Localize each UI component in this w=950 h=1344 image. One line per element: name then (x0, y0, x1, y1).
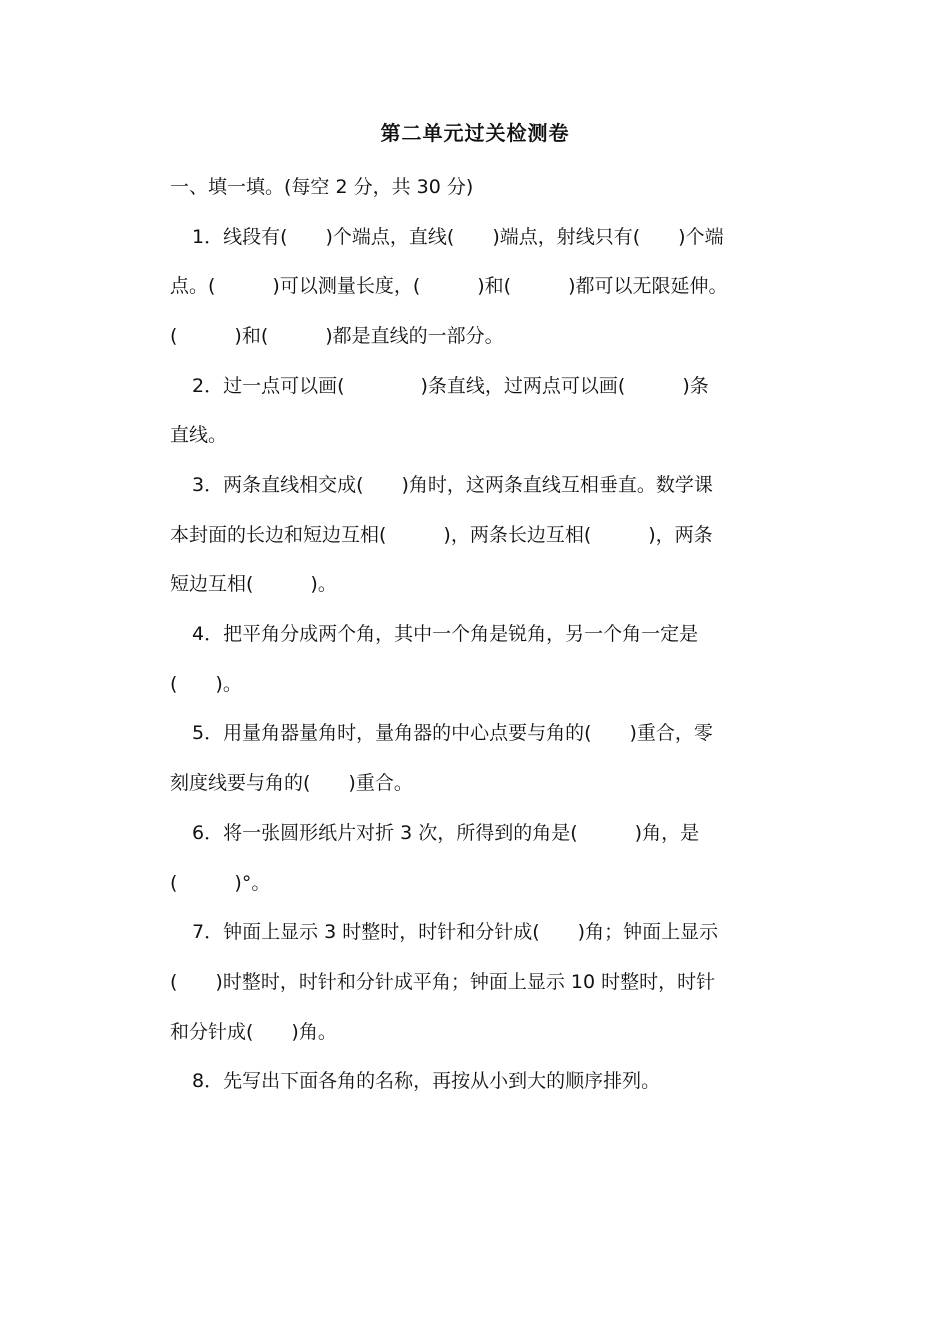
question-2-line-2: 直线。 (170, 424, 228, 446)
question-2-line-1: 2．过一点可以画( )条直线，过两点可以画( )条 (192, 375, 709, 397)
question-6-line-1: 6．将一张圆形纸片对折 3 次，所得到的角是( )角，是 (192, 822, 700, 844)
question-1-line-2: 点。( )可以测量长度，( )和( )都可以无限延伸。 (170, 275, 728, 297)
question-7-line-3: 和分针成( )角。 (170, 1021, 337, 1043)
question-4-line-2: ( )。 (170, 673, 242, 695)
question-1-line-3: ( )和( )都是直线的一部分。 (170, 325, 504, 347)
question-7-line-2: ( )时整时，时针和分针成平角；钟面上显示 10 时整时，时针 (170, 971, 716, 993)
question-5-line-1: 5．用量角器量角时，量角器的中心点要与角的( )重合，零 (192, 722, 713, 744)
page-title: 第二单元过关检测卷 (380, 121, 570, 145)
question-3-line-1: 3．两条直线相交成( )角时，这两条直线互相垂直。数学课 (192, 474, 713, 496)
question-3-line-2: 本封面的长边和短边互相( )，两条长边互相( )，两条 (170, 524, 713, 546)
question-7-line-1: 7．钟面上显示 3 时整时，时针和分针成( )角；钟面上显示 (192, 921, 719, 943)
question-4-line-1: 4．把平角分成两个角，其中一个角是锐角，另一个角一定是 (192, 623, 699, 645)
section-heading: 一、填一填。(每空 2 分，共 30 分) (170, 176, 474, 198)
question-1-line-1: 1．线段有( )个端点，直线( )端点，射线只有( )个端 (192, 226, 724, 248)
question-8-line-1: 8．先写出下面各角的名称，再按从小到大的顺序排列。 (192, 1070, 661, 1092)
question-6-line-2: ( )°。 (170, 872, 271, 894)
question-5-line-2: 刻度线要与角的( )重合。 (170, 772, 413, 794)
question-3-line-3: 短边互相( )。 (170, 573, 337, 595)
